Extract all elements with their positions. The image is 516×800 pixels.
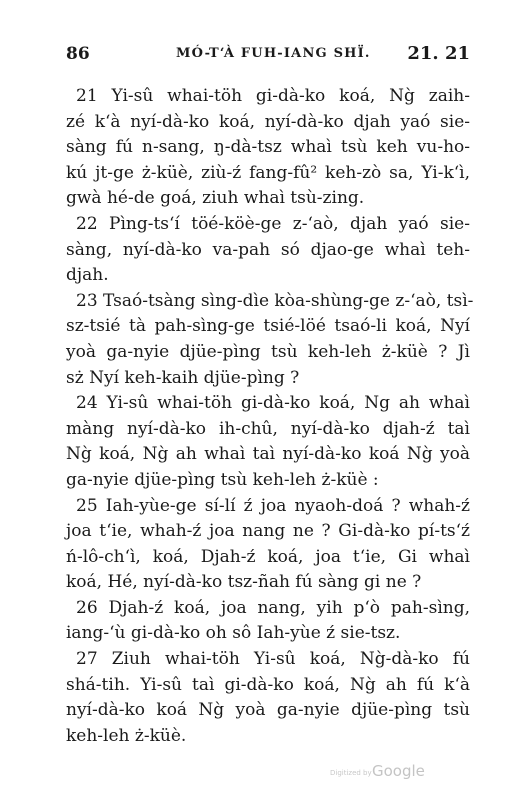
text-line: ga-nyie djüe-pìng tsù keh-leh ż-küè : [66, 469, 379, 490]
text-line: ń-lô-ch‘ì, koá, Djah-ź koá, joa t‘ie, Gi whaì [66, 546, 470, 567]
text-line: shá-tih. Yi-sû taì gi-dà-ko koá, Ng̀ ah fú k‘à [66, 674, 470, 695]
text-line: 21 Yi-sû whai-töh gi-dà-ko koá, Ng̀ zaih- [76, 86, 470, 106]
text-line: 24 Yi-sû whai-töh gi-dà-ko koá, Ng ah whaì [76, 393, 470, 414]
digitized-watermark [330, 762, 440, 782]
text-line: 27 Ziuh whai-töh Yi-sû koá, Ng̀-dà-ko fú [76, 649, 470, 670]
text-line: joa t‘ie, whah-ź joa nang ne ? Gi-dà-ko pí-ts‘ź [66, 521, 470, 542]
text-line: Ng̀ koá, Ng̀ ah whaì taì nyí-dà-ko koá Ng̀ yoà [66, 444, 470, 465]
text-line: sàng fú n-sang, ŋ-dà-tsz whaì tsù keh vu-ho- [66, 137, 470, 158]
google-logo: Google [372, 762, 425, 780]
text-line: djah. [66, 265, 109, 286]
digitized-by-label: Digitized by [330, 769, 372, 777]
page-number: 86 [66, 44, 90, 64]
text-line: 22 Pìng-ts‘í töé-köè-ge z-‘aò, djah yaó sie- [76, 213, 470, 234]
text-line: kú jt-ge ż-küè, ziù-ź fang-fû² keh-zò sa, Yi-k‘ì, [66, 162, 470, 183]
text-line: nyí-dà-ko koá Ng̀ yoà ga-nyie djüe-pìng tsù [66, 700, 470, 721]
text-line: sàng, nyí-dà-ko va-pah só djao-ge whaì teh- [66, 239, 470, 260]
text-line: gwà hé-de goá, ziuh whaì tsù-zing. [66, 188, 365, 209]
running-title: MÓ-T‘À FUH-IANG SHÏ. [176, 46, 371, 61]
text-line: yoà ga-nyie djüe-pìng tsù keh-leh ż-küè ? Jì [66, 341, 470, 362]
text-line: màng nyí-dà-ko ih-chû, nyí-dà-ko djah-ź taì [66, 418, 470, 439]
text-line: koá, Hé, nyí-dà-ko tsz-ñah fú sàng gi ne ? [66, 572, 422, 593]
text-line: 26 Djah-ź koá, joa nang, yih p‘ò pah-sìng, [76, 597, 470, 618]
page-header [66, 44, 470, 68]
text-line: keh-leh ż-küè. [66, 725, 187, 746]
text-line: 23 Tsaó-tsàng sìng-dìe kòa-shùng-ge z-‘aò, tsì- [76, 290, 474, 311]
text-line: zé k‘à nyí-dà-ko koá, nyí-dà-ko djah yaó sie- [66, 111, 470, 132]
text-line: 25 Iah-yùe-ge sí-lí ź joa nyaoh-doá ? whah-ź [76, 495, 470, 516]
body-text [66, 84, 474, 749]
text-line: iang-‘ù gi-dà-ko oh sô Iah-yùe ź sie-tsz. [66, 623, 401, 644]
chapter-verse-reference: 21. 21 [407, 43, 470, 64]
text-line: sz-tsié tà pah-sìng-ge tsié-löé tsaó-li koá, Nyí [66, 316, 470, 337]
text-line: sż Nyí keh-kaih djüe-pìng ? [66, 367, 300, 388]
